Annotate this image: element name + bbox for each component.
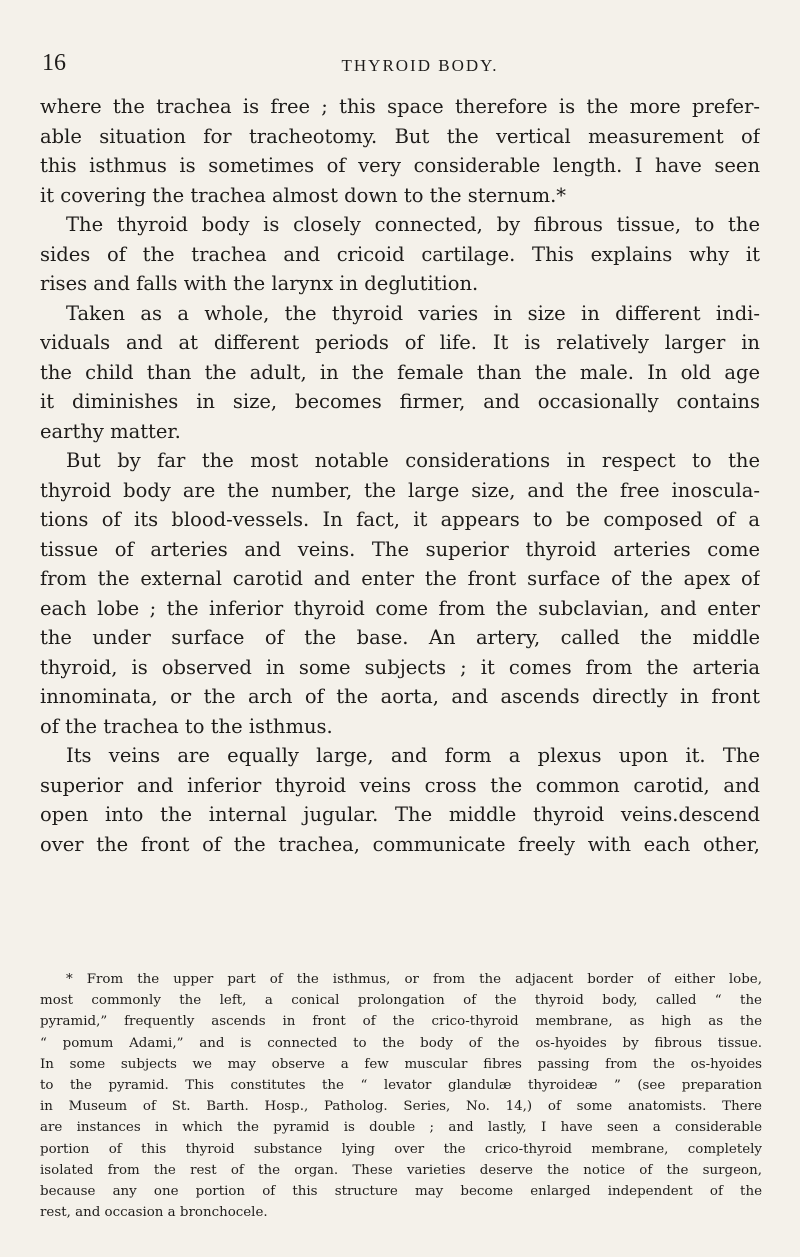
- footnote-line: * From the upper part of the isthmus, or from the adjacent border of either lobe,: [66, 972, 762, 987]
- page-header: [42, 50, 758, 80]
- text-line: The thyroid body is closely connected, by fibrous tissue, to the: [66, 213, 760, 236]
- footnote-line: are instances in which the pyramid is double ; and lastly, I have seen a considerable: [40, 1120, 762, 1136]
- running-head: THYROID BODY.: [341, 56, 499, 75]
- text-line: sides of the trachea and cricoid cartilage. This explains why it: [40, 242, 760, 266]
- footnote-line: most commonly the left, a conical prolongation of the thyroid body, called “ the: [40, 993, 762, 1009]
- text-line: tions of its blood-vessels. In fact, it appears to be composed of a: [40, 508, 760, 531]
- text-line: it covering the trachea almost down to the sternum.*: [40, 183, 567, 207]
- page-number: 16: [42, 50, 66, 76]
- footnote-line: pyramid,” frequently ascends in front of the crico-thyroid membrane, as high as the: [40, 1014, 762, 1030]
- text-line: viduals and at different periods of life. It is relatively larger in: [40, 331, 760, 354]
- text-line: this isthmus is sometimes of very considerable length. I have seen: [40, 154, 760, 177]
- text-line: of the trachea to the isthmus.: [40, 714, 333, 738]
- text-line: able situation for tracheotomy. But the vertical measurement of: [40, 124, 760, 148]
- text-line: superior and inferior thyroid veins cross the common carotid, and: [40, 773, 760, 797]
- footnote-line: “ pomum Adami,” and is connected to the body of the os-hyoides by fibrous tissue.: [40, 1035, 762, 1051]
- text-line: where the trachea is free ; this space therefore is the more prefer-: [40, 95, 760, 118]
- body-text: [40, 92, 760, 859]
- text-line: each lobe ; the inferior thyroid come from the subclavian, and enter: [40, 596, 760, 620]
- text-line: tissue of arteries and veins. The superior thyroid arteries come: [40, 537, 760, 561]
- footnote-line: portion of this thyroid substance lying over the crico-thyroid membrane, completely: [40, 1141, 762, 1157]
- text-line: Taken as a whole, the thyroid varies in size in different indi-: [66, 301, 760, 325]
- text-line: open into the internal jugular. The middle thyroid veins.descend: [40, 803, 760, 826]
- text-line: But by far the most notable considerations in respect to the: [66, 449, 760, 472]
- footnote: [40, 969, 762, 1223]
- footnote-line: to the pyramid. This constitutes the “ levator glandulæ thyroideæ ” (see preparation: [40, 1077, 762, 1093]
- text-line: earthy matter.: [40, 419, 181, 443]
- text-line: the child than the adult, in the female than the male. In old age: [40, 360, 760, 384]
- text-line: over the front of the trachea, communicate freely with each other,: [40, 832, 760, 856]
- footnote-line: rest, and occasion a bronchocele.: [40, 1205, 268, 1221]
- footnote-line: because any one portion of this structure may become enlarged independent of the: [40, 1183, 762, 1199]
- text-line: it diminishes in size, becomes firmer, and occasionally contains: [40, 390, 760, 413]
- text-line: Its veins are equally large, and form a plexus upon it. The: [66, 744, 760, 767]
- text-line: the under surface of the base. An artery, called the middle: [40, 626, 760, 649]
- text-line: rises and falls with the larynx in deglutition.: [40, 272, 479, 295]
- text-line: from the external carotid and enter the front surface of the apex of: [40, 567, 760, 590]
- footnote-line: in Museum of St. Barth. Hosp., Patholog. Series, No. 14,) of some anatomists. There: [40, 1099, 762, 1115]
- text-line: thyroid body are the number, the large size, and the free inoscula-: [40, 478, 760, 502]
- footnote-line: isolated from the rest of the organ. These varieties deserve the notice of the surgeon,: [40, 1162, 762, 1178]
- text-line: thyroid, is observed in some subjects ; it comes from the arteria: [40, 655, 760, 679]
- text-line: innominata, or the arch of the aorta, and ascends directly in front: [40, 685, 760, 708]
- footnote-line: In some subjects we may observe a few muscular fibres passing from the os-hyoides: [40, 1056, 762, 1072]
